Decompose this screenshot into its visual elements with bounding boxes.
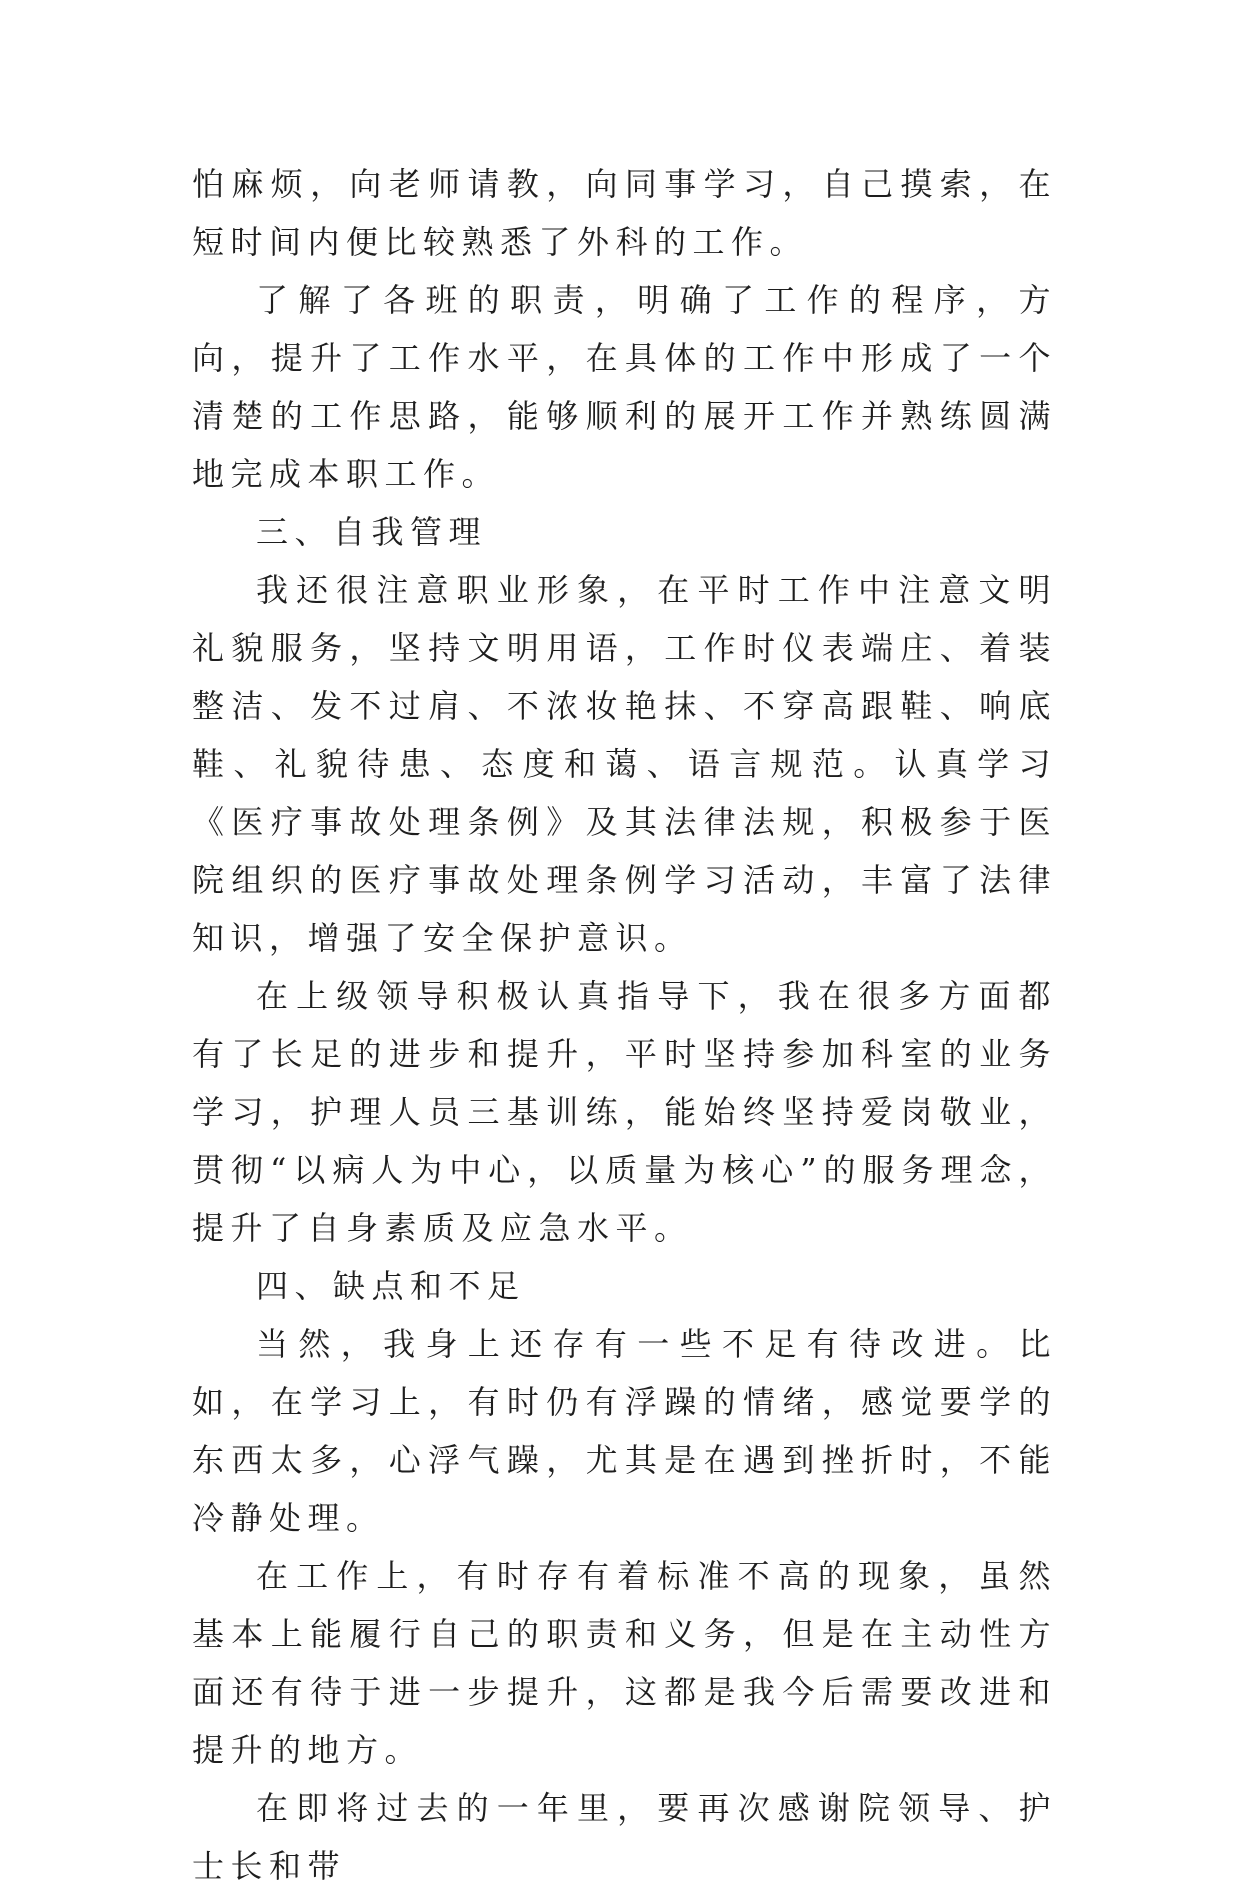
paragraph: 在即将过去的一年里，要再次感谢院领导、护士长和带	[192, 1789, 1057, 1885]
paragraph-continued: 怕麻烦，向老师请教，向同事学习，自己摸索，在短时间内便比较熟悉了外科的工作。	[192, 165, 1057, 261]
paragraph: 了解了各班的职责，明确了工作的程序，方向，提升了工作水平，在具体的工作中形成了一个清楚的工作思路，能够顺利的展开工作并熟练圆满地完成本职工作。	[192, 281, 1057, 493]
paragraph: 我还很注意职业形象，在平时工作中注意文明礼貌服务，坚持文明用语，工作时仪表端庄、着装整洁、发不过肩、不浓妆艳抹、不穿高跟鞋、响底鞋、礼貌待患、态度和蔼、语言规范。认真学习《医疗事故处理条例》及其法律法规，积极参于医院组织的医疗事故处理条例学习活动，丰富了法律知识，增强了安全保护意识。	[192, 571, 1057, 957]
paragraph: 当然，我身上还存有一些不足有待改进。比如，在学习上，有时仍有浮躁的情绪，感觉要学的东西太多，心浮气躁，尤其是在遇到挫折时，不能冷静处理。	[192, 1325, 1057, 1537]
section-heading-shortcomings: 四、缺点和不足	[256, 1267, 526, 1305]
paragraph: 在上级领导积极认真指导下，我在很多方面都有了长足的进步和提升，平时坚持参加科室的业务学习，护理人员三基训练，能始终坚持爱岗敬业，贯彻“以病人为中心，以质量为核心”的服务理念，提升了自身素质及应急水平。	[192, 977, 1057, 1247]
section-heading-self-management: 三、自我管理	[256, 513, 488, 551]
paragraph: 在工作上，有时存有着标准不高的现象，虽然基本上能履行自己的职责和义务，但是在主动性方面还有待于进一步提升，这都是我今后需要改进和提升的地方。	[192, 1557, 1057, 1769]
document-body	[192, 155, 1057, 1895]
